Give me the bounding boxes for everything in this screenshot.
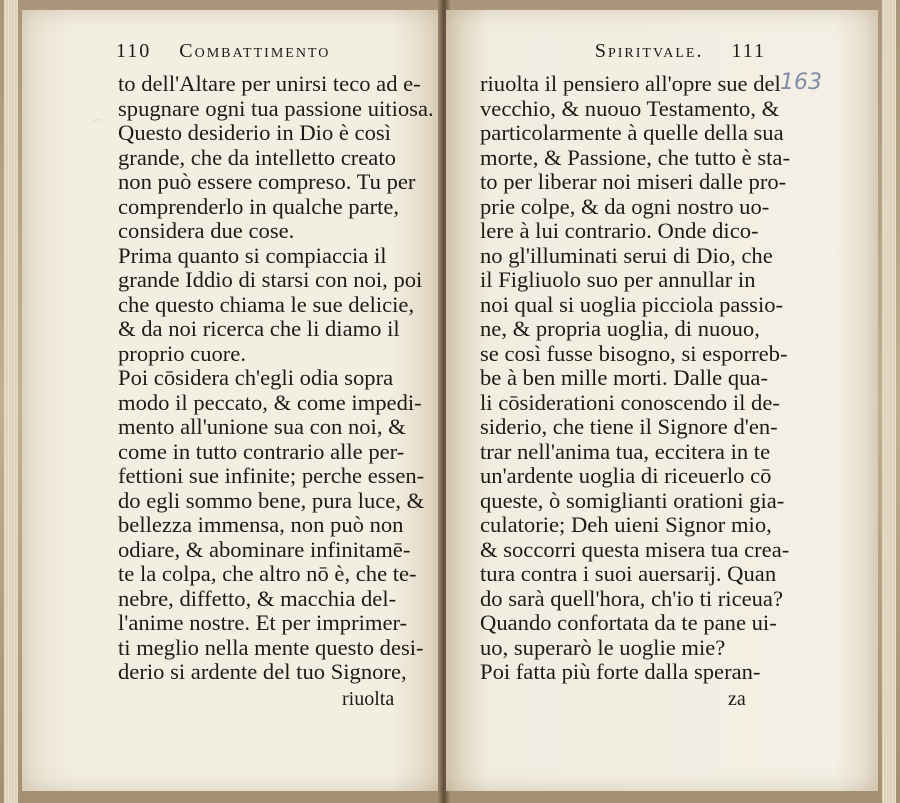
text-line: non può essere compreso. Tu per bbox=[118, 169, 416, 194]
right-running-head bbox=[595, 40, 766, 63]
handwritten-folio-number: 163 bbox=[780, 70, 822, 95]
right-page-number: 111 bbox=[731, 40, 766, 62]
text-line: do egli sommo bene, pura luce, & bbox=[118, 487, 425, 513]
text-line: particolarmente à quelle della sua bbox=[480, 120, 784, 145]
text-line: do sarà quell'hora, ch'io ti riceua? bbox=[480, 585, 783, 611]
left-running-head bbox=[116, 40, 330, 63]
show-through-mark: ~ bbox=[92, 110, 102, 130]
text-line: uo, superarò le uoglie mie? bbox=[480, 634, 726, 660]
text-line: Quando confortata da te pane ui- bbox=[480, 610, 777, 635]
text-line: modo il peccato, & come impedi- bbox=[118, 389, 422, 415]
text-line: Prima quanto si compiaccia il bbox=[118, 242, 387, 268]
text-line: se così fusse bisogno, si esporreb- bbox=[480, 340, 788, 366]
text-line: nebre, diffetto, & macchia del- bbox=[118, 585, 397, 611]
text-line: grande Iddio di starsi con noi, poi bbox=[118, 267, 423, 292]
text-line: morte, & Passione, che tutto è sta- bbox=[480, 144, 790, 170]
left-running-title: Combattimento bbox=[179, 40, 331, 62]
text-line: riuolta il pensiero all'opre sue del bbox=[480, 71, 781, 96]
right-running-title: Spiritvale. bbox=[594, 40, 704, 62]
text-line: proprio cuore. bbox=[118, 340, 246, 366]
text-line: un'ardente uoglia di riceuerlo cō bbox=[480, 463, 772, 488]
left-page bbox=[22, 10, 442, 791]
right-catchword: za bbox=[728, 688, 746, 710]
text-line: mento all'unione sua con noi, & bbox=[118, 414, 406, 439]
left-catchword: riuolta bbox=[342, 688, 395, 710]
text-line: prie colpe, & da ogni nostro uo- bbox=[480, 193, 770, 219]
text-line: l'anime nostre. Et per imprimer- bbox=[118, 610, 408, 635]
text-line: queste, ò somiglianti orationi gia- bbox=[480, 487, 785, 513]
text-line: be à ben mille morti. Dalle qua- bbox=[480, 365, 768, 390]
text-line: considera due cose. bbox=[118, 218, 295, 243]
text-line: ne, & propria uoglia, di nuouo, bbox=[480, 316, 760, 341]
text-line: siderio, che tiene il Signore d'en- bbox=[480, 414, 778, 439]
text-line: grande, che da intelletto creato bbox=[118, 144, 396, 170]
text-line: te la colpa, che altro nō è, che te- bbox=[118, 561, 417, 586]
text-line: lere à lui contrario. Onde dico- bbox=[480, 218, 759, 243]
text-line: il Figliuolo suo per annullar in bbox=[480, 267, 756, 292]
text-line: li cōsiderationi conoscendo il de- bbox=[480, 389, 780, 415]
text-line: & soccorri questa misera tua crea- bbox=[480, 536, 790, 562]
text-line: culatorie; Deh uieni Signor mio, bbox=[480, 512, 772, 537]
text-line: no gl'illuminati serui di Dio, che bbox=[480, 242, 773, 268]
right-page-edges bbox=[882, 0, 896, 803]
text-line: come in tutto contrario alle per- bbox=[118, 438, 405, 464]
left-page-number: 110 bbox=[116, 40, 152, 62]
right-page bbox=[446, 10, 878, 791]
text-line: ti meglio nella mente questo desi- bbox=[118, 634, 424, 660]
text-line: & da noi ricerca che li diamo il bbox=[118, 316, 400, 341]
text-line: to dell'Altare per unirsi teco ad e- bbox=[118, 71, 421, 96]
left-page-edges bbox=[4, 0, 18, 803]
text-line: bellezza immensa, non può non bbox=[118, 512, 404, 537]
right-page-text bbox=[480, 72, 790, 685]
text-line: vecchio, & nuouo Testamento, & bbox=[480, 95, 780, 121]
text-line: spugnare ogni tua passione uitiosa. bbox=[118, 95, 434, 121]
text-line: derio si ardente del tuo Signore, bbox=[118, 659, 407, 684]
text-line: to per liberar noi miseri dalle pro- bbox=[480, 169, 787, 194]
text-line: Poi cōsidera ch'egli odia sopra bbox=[118, 365, 394, 390]
left-page-text bbox=[118, 72, 434, 685]
text-line: noi qual si uoglia picciola passio- bbox=[480, 291, 784, 317]
text-line: che questo chiama le sue delicie, bbox=[118, 291, 415, 317]
text-line: tura contra i suoi auersarij. Quan bbox=[480, 561, 777, 586]
text-line: Poi fatta più forte dalla speran- bbox=[480, 659, 761, 684]
text-line: comprenderlo in qualche parte, bbox=[118, 193, 400, 219]
text-line: odiare, & abominare infinitamē- bbox=[118, 536, 411, 562]
text-line: Questo desiderio in Dio è così bbox=[118, 120, 391, 145]
text-line: trar nell'anima tua, eccitera in te bbox=[480, 438, 771, 464]
text-line: fettioni sue infinite; perche essen- bbox=[118, 463, 425, 488]
